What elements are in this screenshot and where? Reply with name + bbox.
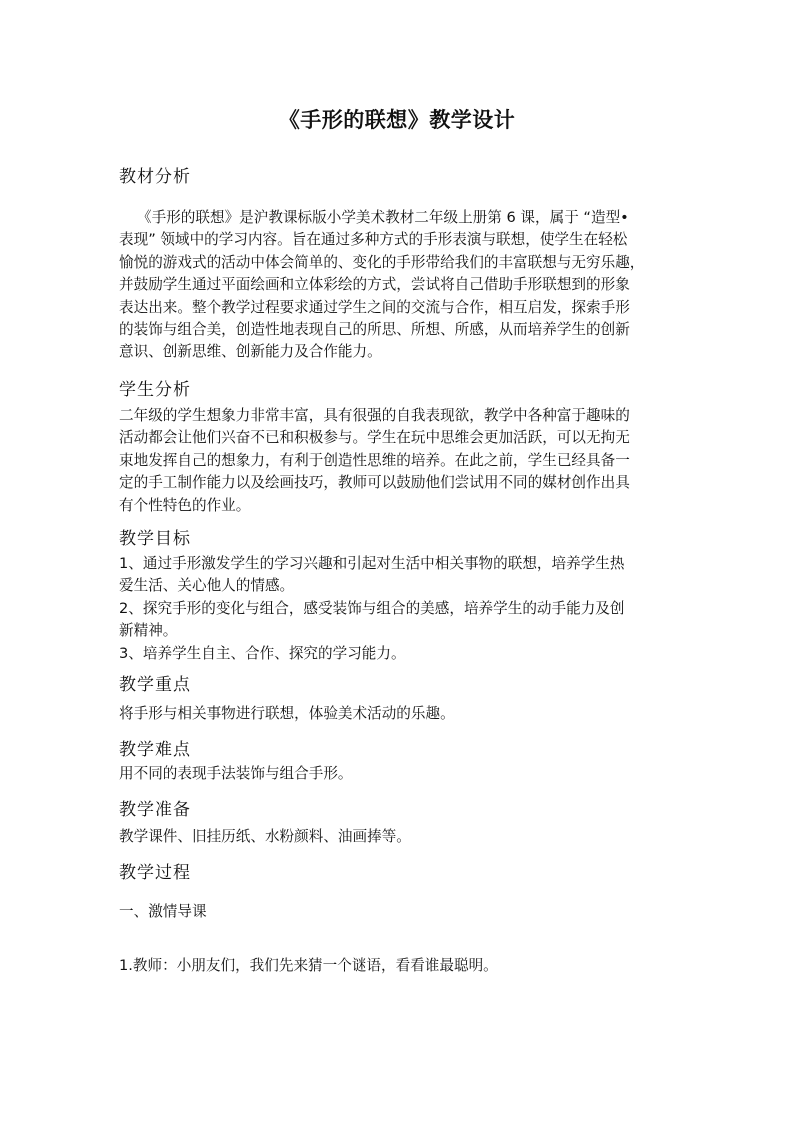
student-analysis-line: 定的手工制作能力以及绘画技巧，教师可以鼓励他们尝试用不同的媒材创作出具 — [119, 474, 630, 492]
heading-objectives: 教学目标 — [119, 529, 191, 549]
student-analysis-line: 活动都会让他们兴奋不已和积极参与。学生在玩中思维会更加活跃，可以无拘无 — [119, 429, 630, 447]
material-analysis-line: 愉悦的游戏式的活动中体会简单的、变化的手形带给我们的丰富联想与无穷乐趣， — [119, 253, 645, 271]
material-analysis-line: 《手形的联想》是沪教课标版小学美术教材二年级上册第 6 课，属于 “造型• — [137, 209, 629, 226]
material-analysis-body — [119, 207, 679, 364]
student-analysis-line: 束地发挥自己的想象力，有利于创造性思维的培养。在此之前，学生已经具备一 — [119, 451, 630, 469]
objectives-body — [119, 553, 679, 665]
heading-key-points: 教学重点 — [119, 675, 191, 695]
heading-difficulties: 教学难点 — [119, 740, 191, 760]
heading-material-analysis: 教材分析 — [119, 167, 191, 187]
process-subheading: 一、激情导课 — [119, 903, 207, 920]
heading-student-analysis: 学生分析 — [119, 380, 191, 400]
material-analysis-line: 表现” 领域中的学习内容。旨在通过多种方式的手形表演与联想，使学生在轻松 — [119, 231, 628, 249]
difficulties-body — [119, 763, 679, 785]
document-title: 《手形的联想》教学设计 — [278, 108, 516, 132]
key-points-line: 将手形与相关事物进行联想，体验美术活动的乐趣。 — [119, 705, 455, 722]
heading-preparation: 教学准备 — [119, 800, 191, 820]
student-analysis-line: 有个性特色的作业。 — [119, 496, 251, 514]
objective-line: 爱生活、关心他人的情感。 — [119, 577, 295, 595]
objective-line: 2、探究手形的变化与组合，感受装饰与组合的美感，培养学生的动手能力及创 — [119, 599, 625, 617]
student-analysis-line: 二年级的学生想象力非常丰富，具有很强的自我表现欲，教学中各种富于趣味的 — [119, 407, 630, 424]
objective-line: 1、通过手形激发学生的学习兴趣和引起对生活中相关事物的联想，培养学生热 — [119, 555, 625, 572]
process-step-1: 1.教师：小朋友们，我们先来猜一个谜语，看看谁最聪明。 — [119, 957, 498, 974]
material-analysis-line: 并鼓励学生通过平面绘画和立体彩绘的方式，尝试将自己借助手形联想到的形象 — [119, 276, 630, 294]
preparation-body — [119, 826, 679, 848]
material-analysis-line: 表达出来。整个教学过程要求通过学生之间的交流与合作，相互启发，探索手形 — [119, 298, 630, 316]
preparation-line: 教学课件、旧挂历纸、水粉颜料、油画捧等。 — [119, 828, 411, 845]
objective-line: 3、培养学生自主、合作、探究的学习能力。 — [119, 644, 406, 662]
material-analysis-line: 的装饰与组合美，创造性地表现自己的所思、所想、所感，从而培养学生的创新 — [119, 321, 630, 339]
key-points-body — [119, 703, 679, 725]
material-analysis-line: 意识、创新思维、创新能力及合作能力。 — [119, 343, 382, 361]
difficulties-line: 用不同的表现手法装饰与组合手形。 — [119, 765, 353, 782]
heading-process: 教学过程 — [119, 863, 191, 883]
student-analysis-body — [119, 405, 679, 517]
objective-line: 新精神。 — [119, 622, 178, 640]
